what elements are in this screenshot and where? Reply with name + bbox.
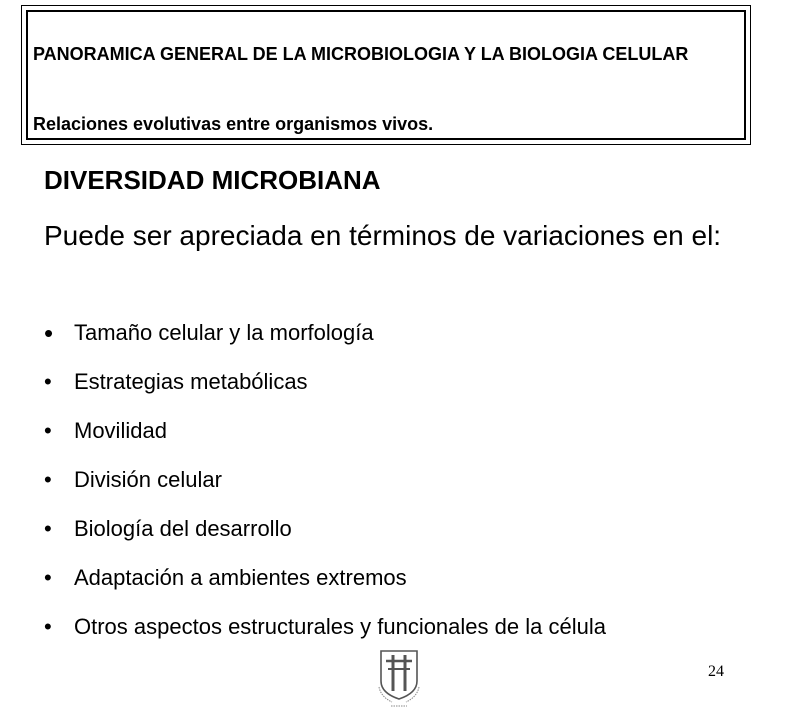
list-item-text: Tamaño celular y la morfología [74,320,374,345]
list-item-text: Movilidad [74,418,167,443]
bullet-icon: • [44,516,52,541]
list-item [44,310,784,359]
list-item-text: Adaptación a ambientes extremos [74,565,407,590]
bullet-icon: • [44,318,54,348]
list-item [44,555,784,604]
header-box [21,5,751,145]
page-number: 24 [708,663,724,680]
bullet-icon: • [44,565,52,590]
list-item [44,359,784,408]
bullet-icon: • [44,467,52,492]
bullet-list [44,310,784,653]
header-title: PANORAMICA GENERAL DE LA MICROBIOLOGIA Y LA BIOLOGIA CELULAR [33,44,689,64]
bullet-icon: • [44,369,52,394]
list-item-text: Otros aspectos estructurales y funcionales de la célula [74,614,606,639]
list-item-text: División celular [74,467,222,492]
header-subtitle: Relaciones evolutivas entre organismos vivos. [33,114,434,134]
university-crest-icon [376,647,422,709]
section-title: DIVERSIDAD MICROBIANA [44,165,381,195]
intro-text: Puede ser apreciada en términos de variaciones en el: [44,220,722,251]
list-item [44,408,784,457]
list-item [44,604,784,653]
list-item [44,457,784,506]
bullet-icon: • [44,614,52,639]
bullet-icon: • [44,418,52,443]
list-item-text: Estrategias metabólicas [74,369,308,394]
list-item [44,506,784,555]
list-item-text: Biología del desarrollo [74,516,292,541]
